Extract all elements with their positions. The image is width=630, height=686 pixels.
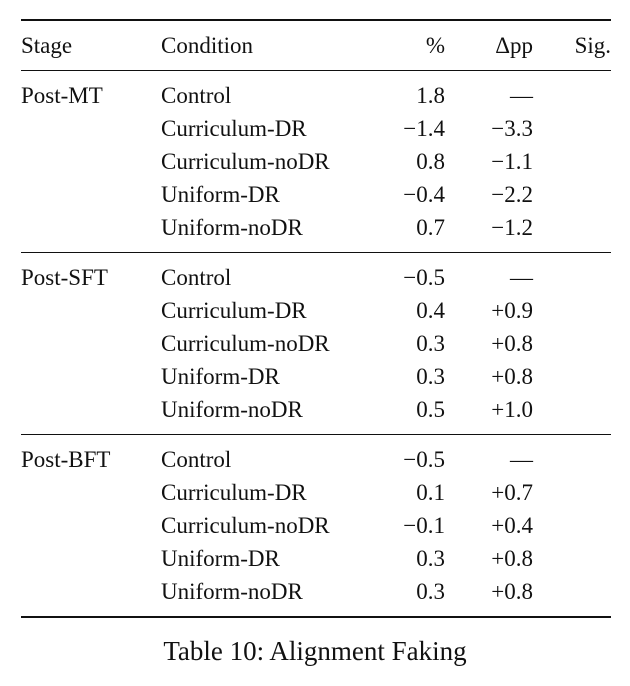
table-row (21, 542, 611, 575)
header-condition: Condition (161, 32, 254, 58)
stage-cell-empty (21, 360, 161, 393)
percent-cell: 0.3 (416, 545, 445, 571)
delta-pp-cell: — (510, 82, 533, 108)
percent-cell: −0.5 (403, 446, 445, 472)
sig-cell (533, 211, 611, 253)
condition-cell: Uniform-DR (161, 181, 280, 207)
stage-cell-empty (21, 178, 161, 211)
stage-cell-empty (21, 145, 161, 178)
percent-cell: −0.5 (403, 264, 445, 290)
sig-cell (533, 435, 611, 477)
condition-cell: Curriculum-noDR (161, 512, 330, 538)
delta-pp-cell: −3.3 (491, 115, 533, 141)
stage-cell-empty (21, 112, 161, 145)
group-post-mt (21, 71, 611, 253)
group-post-bft (21, 435, 611, 618)
condition-cell: Uniform-DR (161, 545, 280, 571)
stage-label: Post-MT (21, 82, 103, 108)
condition-cell: Uniform-noDR (161, 578, 303, 604)
stage-cell-empty (21, 542, 161, 575)
delta-pp-cell: −1.1 (491, 148, 533, 174)
delta-pp-cell: — (510, 264, 533, 290)
sig-cell (533, 145, 611, 178)
table-row (21, 112, 611, 145)
percent-cell: 1.8 (416, 82, 445, 108)
percent-cell: −0.4 (403, 181, 445, 207)
stage-label: Post-BFT (21, 446, 111, 472)
table-row (21, 360, 611, 393)
sig-cell (533, 112, 611, 145)
condition-cell: Uniform-noDR (161, 396, 303, 422)
sig-cell (533, 393, 611, 435)
table-row (21, 145, 611, 178)
delta-pp-cell: +0.8 (491, 578, 533, 604)
sig-cell (533, 178, 611, 211)
results-table-container (21, 19, 611, 618)
sig-cell (533, 360, 611, 393)
table-row (21, 575, 611, 617)
table-row (21, 253, 611, 295)
stage-cell-empty (21, 476, 161, 509)
stage-cell-empty (21, 327, 161, 360)
percent-cell: 0.4 (416, 297, 445, 323)
percent-cell: −1.4 (403, 115, 445, 141)
delta-pp-cell: +0.9 (491, 297, 533, 323)
table-row (21, 294, 611, 327)
delta-pp-cell: +0.8 (491, 363, 533, 389)
percent-cell: 0.7 (416, 214, 445, 240)
stage-cell-empty (21, 393, 161, 435)
table-header (21, 20, 611, 71)
percent-cell: 0.8 (416, 148, 445, 174)
stage-cell-empty (21, 294, 161, 327)
delta-pp-cell: +0.8 (491, 545, 533, 571)
header-significance: Sig. (574, 32, 611, 58)
sig-cell (533, 575, 611, 617)
percent-cell: 0.3 (416, 330, 445, 356)
condition-cell: Control (161, 82, 232, 108)
delta-pp-cell: +0.7 (491, 479, 533, 505)
group-post-sft (21, 253, 611, 435)
condition-cell: Curriculum-DR (161, 479, 307, 505)
sig-cell (533, 294, 611, 327)
delta-pp-cell: — (510, 446, 533, 472)
sig-cell (533, 253, 611, 295)
sig-cell (533, 327, 611, 360)
alignment-faking-table (21, 19, 611, 618)
table-row (21, 476, 611, 509)
delta-pp-cell: −1.2 (491, 214, 533, 240)
table-caption: Table 10: Alignment Faking (163, 636, 467, 666)
percent-cell: 0.3 (416, 578, 445, 604)
delta-pp-cell: −2.2 (491, 181, 533, 207)
condition-cell: Uniform-DR (161, 363, 280, 389)
table-row (21, 178, 611, 211)
table-row (21, 509, 611, 542)
sig-cell (533, 476, 611, 509)
percent-cell: 0.5 (416, 396, 445, 422)
table-row (21, 435, 611, 477)
table-row (21, 393, 611, 435)
header-row (21, 20, 611, 71)
percent-cell: −0.1 (403, 512, 445, 538)
table-row (21, 327, 611, 360)
stage-cell-empty (21, 575, 161, 617)
sig-cell (533, 542, 611, 575)
sig-cell (533, 71, 611, 113)
condition-cell: Curriculum-noDR (161, 148, 330, 174)
delta-pp-cell: +0.4 (491, 512, 533, 538)
sig-cell (533, 509, 611, 542)
header-delta-pp: Δpp (495, 32, 533, 58)
delta-pp-cell: +0.8 (491, 330, 533, 356)
percent-cell: 0.1 (416, 479, 445, 505)
condition-cell: Curriculum-DR (161, 297, 307, 323)
header-percent: % (425, 32, 445, 58)
condition-cell: Control (161, 264, 232, 290)
table-row (21, 211, 611, 253)
stage-cell-empty (21, 211, 161, 253)
header-stage: Stage (21, 32, 73, 58)
condition-cell: Uniform-noDR (161, 214, 303, 240)
stage-label: Post-SFT (21, 264, 108, 290)
condition-cell: Curriculum-noDR (161, 330, 330, 356)
stage-cell-empty (21, 509, 161, 542)
table-row (21, 71, 611, 113)
condition-cell: Control (161, 446, 232, 472)
condition-cell: Curriculum-DR (161, 115, 307, 141)
delta-pp-cell: +1.0 (491, 396, 533, 422)
percent-cell: 0.3 (416, 363, 445, 389)
